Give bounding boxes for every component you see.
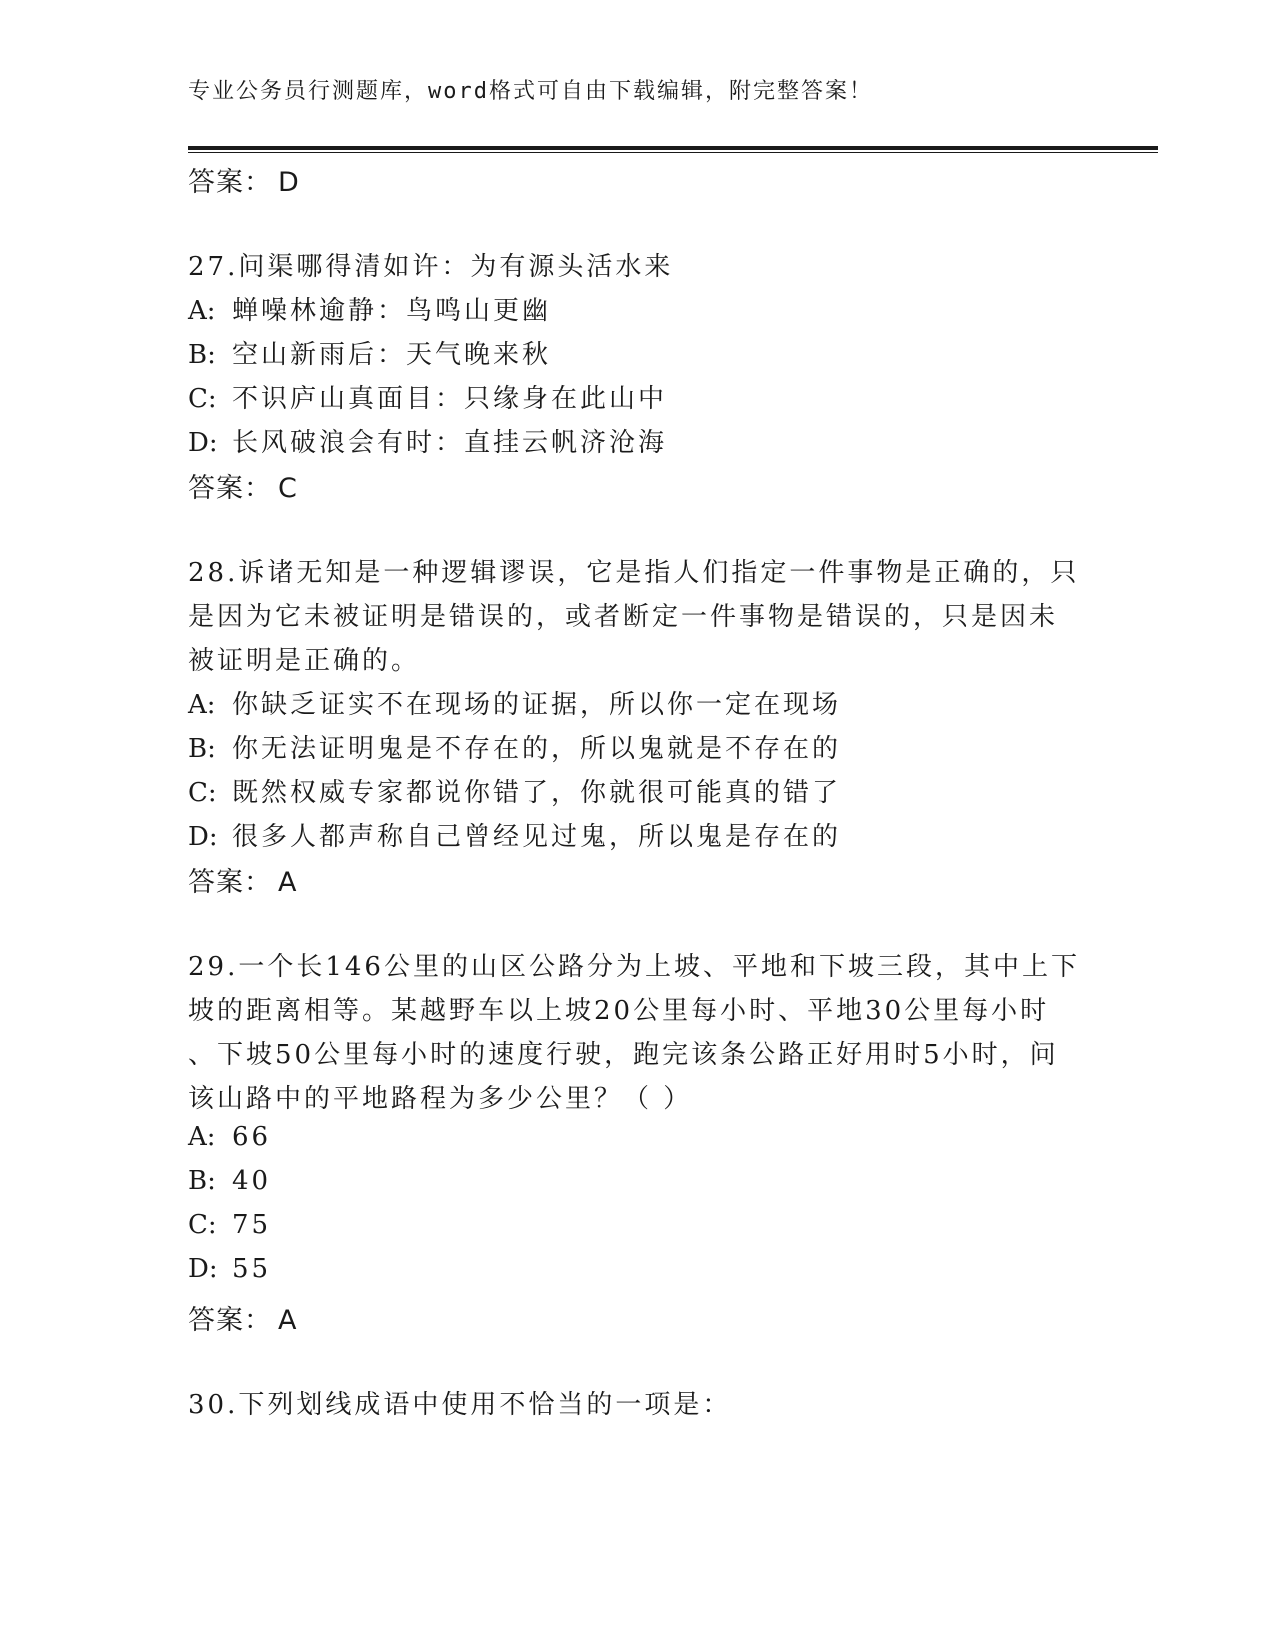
option-key: B: (188, 340, 216, 370)
answer-label: 答案： (188, 473, 272, 504)
option-b (188, 334, 551, 371)
option-a (188, 1122, 271, 1152)
option-a (188, 290, 551, 327)
question-stem-line: 28.诉诸无知是一种逻辑谬误，它是指人们指定一件事物是正确的，只 (188, 558, 1080, 588)
option-text: 你缺乏证实不在现场的证据，所以你一定在现场 (232, 690, 842, 720)
question-stem-line: 、下坡50公里每小时的速度行驶，跑完该条公路正好用时5小时，问 (188, 1040, 1059, 1070)
question-stem-line: 是因为它未被证明是错误的，或者断定一件事物是错误的，只是因未 (188, 602, 1059, 632)
option-key: A: (188, 1122, 216, 1152)
header-rule-thin (188, 152, 1158, 153)
option-key: D: (188, 428, 218, 458)
answer-label: 答案： (188, 1305, 272, 1336)
option-text: 66 (232, 1122, 272, 1152)
option-text: 空山新雨后：天气晚来秋 (232, 340, 552, 370)
question-stem: 27.问渠哪得清如许：为有源头活水来 (188, 252, 674, 282)
option-c (188, 772, 841, 809)
header-rule-thick (188, 146, 1158, 150)
option-text: 你无法证明鬼是不存在的，所以鬼就是不存在的 (232, 734, 842, 764)
question-stem-line: 坡的距离相等。某越野车以上坡20公里每小时、平地30公里每小时 (188, 996, 1050, 1026)
option-key: A: (188, 690, 216, 720)
answer-line (188, 466, 298, 505)
option-c (188, 378, 667, 415)
answer-label: 答案： (188, 167, 272, 198)
option-key: C: (188, 384, 217, 414)
option-text: 既然权威专家都说你错了，你就很可能真的错了 (232, 778, 842, 808)
option-key: C: (188, 1210, 217, 1240)
option-text: 长风破浪会有时：直挂云帆济沧海 (232, 428, 668, 458)
question-stem-line: 被证明是正确的。 (188, 646, 421, 676)
option-d (188, 422, 667, 459)
option-b (188, 1166, 271, 1196)
answer-value: A (278, 1305, 298, 1336)
option-key: C: (188, 778, 217, 808)
option-key: A: (188, 296, 216, 326)
option-text: 55 (232, 1254, 272, 1284)
option-text: 很多人都声称自己曾经见过鬼，所以鬼是存在的 (232, 822, 842, 852)
option-b (188, 728, 841, 765)
option-key: D: (188, 822, 218, 852)
option-text: 蝉噪林逾静：鸟鸣山更幽 (232, 296, 552, 326)
answer-line (188, 1298, 297, 1337)
answer-value: D (278, 167, 300, 198)
answer-value: C (278, 473, 298, 504)
option-text: 75 (232, 1210, 272, 1240)
option-text: 不识庐山真面目：只缘身在此山中 (232, 384, 668, 414)
question-stem: 30.下列划线成语中使用不恰当的一项是： (188, 1390, 732, 1420)
option-c (188, 1210, 271, 1240)
option-text: 40 (232, 1166, 272, 1196)
option-key: B: (188, 734, 216, 764)
option-key: D: (188, 1254, 218, 1284)
page-header: 专业公务员行测题库，word格式可自由下载编辑，附完整答案！ (188, 79, 873, 104)
question-stem-line: 29.一个长146公里的山区公路分为上坡、平地和下坡三段，其中上下 (188, 952, 1080, 982)
answer-value: A (278, 867, 298, 898)
answer-label: 答案： (188, 867, 272, 898)
option-a (188, 684, 841, 721)
answer-line (188, 860, 297, 899)
question-stem-line: 该山路中的平地路程为多少公里？（ ） (188, 1084, 693, 1114)
option-d (188, 816, 841, 853)
option-key: B: (188, 1166, 216, 1196)
answer-line (188, 160, 300, 199)
option-d (188, 1254, 271, 1284)
